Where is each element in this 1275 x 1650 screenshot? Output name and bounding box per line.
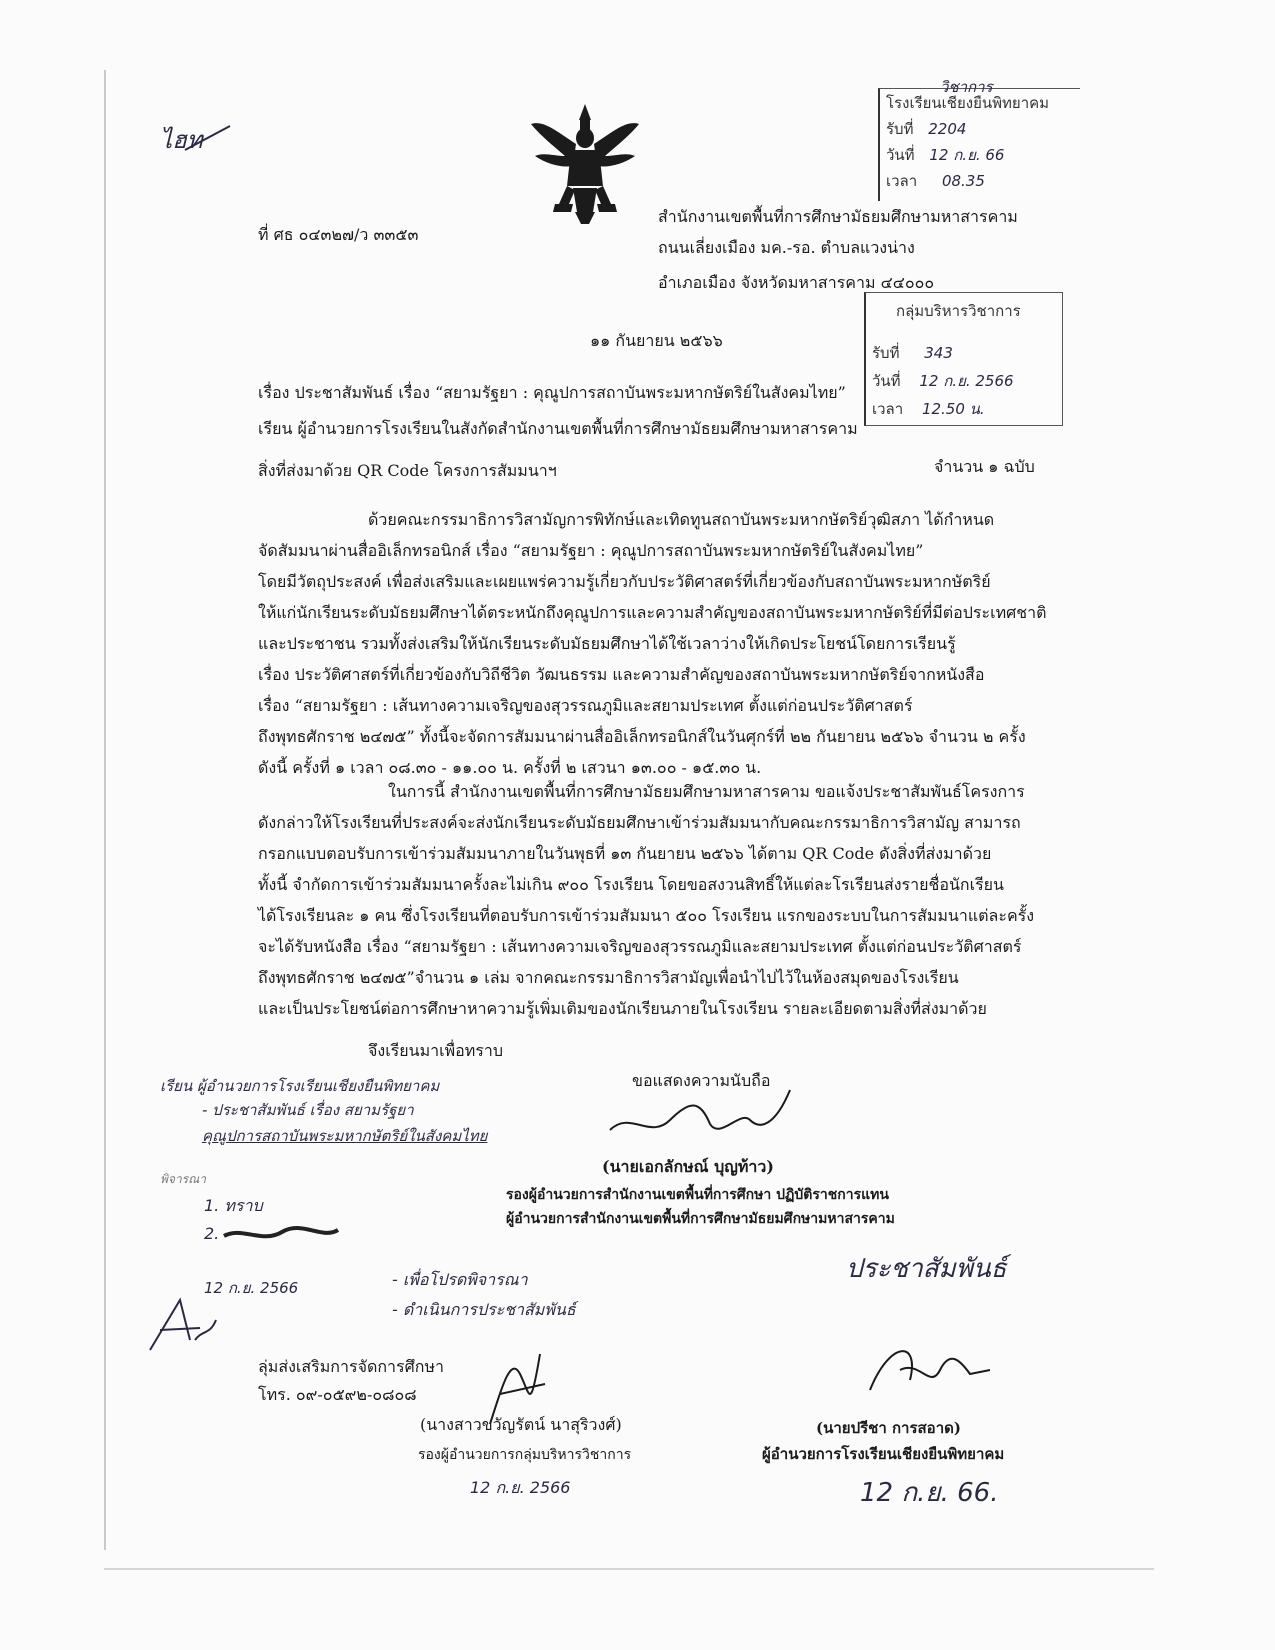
handwritten-action-label: พิจารณา [160, 1172, 206, 1186]
letter-date: ๑๑ กันยายน ๒๕๖๖ [590, 331, 723, 350]
stamp-school-title: โรงเรียนเชียงยืนพิทยาคม [886, 94, 1050, 112]
body-paragraph-2 [258, 776, 1104, 1024]
handwritten-approve: ประชาสัมพันธ์ [846, 1254, 1007, 1284]
paragraph-line: จะได้รับหนังสือ เรื่อง “สยามรัฐยา : เส้นทางความเจริญของสุวรรณภูมิและสยามประเทศ ตั้งแต่ก่อนประวัติศาสตร์ [258, 937, 1022, 956]
paragraph-line: ทั้งนี้ จำกัดการเข้าร่วมสัมมนาครั้งละไม่เกิน ๙๐๐ โรงเรียน โดยขอสงวนสิทธิ์ให้แต่ละโรเรียนส่งรายชื่อนักเรียน [258, 875, 1004, 894]
signer-1-title1: รองผู้อำนวยการสำนักงานเขตพื้นที่การศึกษา ปฏิบัติราชการแทน [506, 1187, 889, 1203]
scan-edge-bottom [104, 1568, 1154, 1570]
handwritten-to-line3: คุณูปการสถาบันพระมหากษัตริย์ในสังคมไทย [202, 1127, 488, 1145]
department-line: ลุ่มส่งเสริมการจัดการศึกษา [258, 1357, 444, 1376]
office-address-line2: ถนนเลี่ยงเมือง มค.-รอ. ตำบลแวงน่าง [658, 238, 915, 257]
scan-edge-left [104, 70, 106, 1550]
signer-1-title2: ผู้อำนวยการสำนักงานเขตพื้นที่การศึกษามัธยมศึกษามหาสารคาม [506, 1211, 895, 1227]
initial-signature-mark [140, 1290, 220, 1360]
paragraph-line: ดังกล่าวให้โรงเรียนที่ประสงค์จะส่งนักเรียนระดับมัธยมศึกษาเข้าร่วมสัมมนากับคณะกรรมาธิการวิสามัญ สามารถ [258, 813, 1021, 832]
signer-2-title: รองผู้อำนวยการกลุ่มบริหารวิชาการ [418, 1447, 632, 1463]
stamp-academic-receive-label: รับที่ [872, 344, 900, 362]
office-address-line3: อำเภอเมือง จังหวัดมหาสารคาม ๔๔๐๐๐ [658, 273, 935, 292]
signer-1-name: (นายเอกลักษณ์ บุญท้าว) [602, 1157, 774, 1176]
paragraph-line: ด้วยคณะกรรมาธิการวิสามัญการพิทักษ์และเทิดทูนสถาบันพระมหากษัตริย์วุฒิสภา ได้กำหนด [368, 510, 995, 529]
handwritten-note2: - ดำเนินการประชาสัมพันธ์ [392, 1300, 576, 1319]
school-receive-stamp [878, 78, 1080, 201]
stamp-academic-date-value: 12 ก.ย. 2566 [919, 372, 1014, 390]
signer-3-name: (นายปรีชา การสอาด) [816, 1419, 961, 1437]
signature-3-mark [860, 1330, 1000, 1410]
handwritten-date1: 12 ก.ย. 2566 [204, 1279, 299, 1297]
signer-2-name: (นางสาวขวัญรัตน์ นาสุริวงศ์) [420, 1415, 622, 1434]
handwritten-action2: 2. [204, 1224, 220, 1243]
enclosure-line: สิ่งที่ส่งมาด้วย QR Code โครงการสัมมนาฯ [258, 461, 557, 480]
paragraph-line: ในการนี้ สำนักงานเขตพื้นที่การศึกษามัธยมศึกษามหาสารคาม ขอแจ้งประชาสัมพันธ์โครงการ [388, 782, 1025, 801]
stamp-academic-receive-value: 343 [924, 344, 953, 362]
paragraph-line: โดยมีวัตถุประสงค์ เพื่อส่งเสริมและเผยแพร่ความรู้เกี่ยวกับประวัติศาสตร์ที่เกี่ยวข้องกับสถาบันพระมหากษัตริย์ [258, 572, 991, 591]
academic-receive-stamp [864, 292, 1063, 426]
garuda-emblem-icon [525, 100, 645, 230]
stamp-academic-time-label: เวลา [872, 400, 904, 418]
phone-line: โทร. ๐๙-๐๕๙๒-๐๘๐๘ [258, 1385, 417, 1404]
stamp-school-date-value: 12 ก.ย. 66 [929, 146, 1005, 164]
stamp-school-receive-label: รับที่ [886, 120, 914, 138]
scribbled-out-mark [222, 1222, 342, 1248]
paragraph-line: และประชาชน รวมทั้งส่งเสริมให้นักเรียนระดับมัธยมศึกษาได้ใช้เวลาว่างให้เกิดประโยชน์โดยการเรียนรู้ [258, 634, 956, 653]
corner-pen-mark [180, 118, 240, 158]
handwritten-action1: 1. ทราบ [204, 1196, 263, 1215]
recipient-line: เรียน ผู้อำนวยการโรงเรียนในสังกัดสำนักงานเขตพื้นที่การศึกษามัธยมศึกษามหาสารคาม [258, 419, 858, 438]
office-address-line1: สำนักงานเขตพื้นที่การศึกษามัธยมศึกษามหาสารคาม [658, 207, 1018, 226]
handwritten-date3: 12 ก.ย. 66. [860, 1478, 999, 1508]
paragraph-line: เรื่อง “สยามรัฐยา : เส้นทางความเจริญของสุวรรณภูมิและสยามประเทศ ตั้งแต่ก่อนประวัติศาสตร์ [258, 696, 913, 715]
regards-line: ขอแสดงความนับถือ [632, 1071, 771, 1090]
stamp-school-time-value: 08.35 [941, 172, 985, 190]
handwritten-to-line1: เรียน ผู้อำนวยการโรงเรียนเชียงยืนพิทยาคม [160, 1077, 440, 1095]
enclosure-count: จำนวน ๑ ฉบับ [934, 457, 1035, 476]
handwritten-note1: - เพื่อโปรดพิจารณา [392, 1270, 528, 1289]
paragraph-line: ถึงพุทธศักราช ๒๔๗๕”จำนวน ๑ เล่ม จากคณะกรรมาธิการวิสามัญเพื่อนำไปไว้ในห้องสมุดของโรงเรียน [258, 968, 959, 987]
paragraph-line: เรื่อง ประวัติศาสตร์ที่เกี่ยวข้องกับวิถีชีวิต วัฒนธรรม และความสำคัญของสถาบันพระมหากษัตริย์จากหนังสือ [258, 665, 985, 684]
stamp-school-handwritten-title: วิชาการ [940, 78, 993, 96]
paragraph-line: กรอกแบบตอบรับการเข้าร่วมสัมมนาภายในวันพุธที่ ๑๓ กันยายน ๒๕๖๖ ได้ตาม QR Code ดังสิ่งที่ส่งมาด้วย [258, 844, 992, 863]
paragraph-line: และเป็นประโยชน์ต่อการศึกษาหาความรู้เพิ่มเติมของนักเรียนภายในโรงเรียน รายละเอียดตามสิ่งที่ส่งมาด้วย [258, 999, 987, 1018]
reference-number: ที่ ศธ ๐๔๓๒๗/ว ๓๓๕๓ [258, 225, 419, 244]
stamp-school-time-label: เวลา [886, 172, 918, 190]
stamp-school-receive-value: 2204 [928, 120, 967, 138]
stamp-school-date-label: วันที่ [886, 146, 915, 164]
paragraph-line: ให้แก่นักเรียนระดับมัธยมศึกษาได้ตระหนักถึงคุณูปการและความสำคัญของสถาบันพระมหากษัตริย์ที่มีต่อประเทศชาติ [258, 603, 1047, 622]
stamp-academic-date-label: วันที่ [872, 372, 901, 390]
handwritten-date2: 12 ก.ย. 2566 [470, 1478, 571, 1497]
body-paragraph-1 [258, 504, 1104, 783]
closing-line: จึงเรียนมาเพื่อทราบ [368, 1041, 503, 1060]
paragraph-line: ได้โรงเรียนละ ๑ คน ซึ่งโรงเรียนที่ตอบรับการเข้าร่วมสัมมนา ๕๐๐ โรงเรียน แรกของระบบในการสัมมนาแต่ละครั้ง [258, 906, 1035, 925]
stamp-academic-title: กลุ่มบริหารวิชาการ [896, 302, 1021, 320]
stamp-academic-time-value: 12.50 น. [921, 400, 985, 418]
paragraph-line: ดังนี้ ครั้งที่ ๑ เวลา ๐๘.๓๐ - ๑๑.๐๐ น. ครั้งที่ ๒ เสวนา ๑๓.๐๐ - ๑๕.๓๐ น. [258, 758, 762, 777]
signature-1-mark [600, 1080, 800, 1150]
corner-note: ไฮท [160, 126, 203, 154]
paragraph-line: ถึงพุทธศักราช ๒๔๗๕” ทั้งนี้จะจัดการสัมมนาผ่านสื่ออิเล็กทรอนิกส์ในวันศุกร์ที่ ๒๒ กันยายน ๒๕๖๖ จำนวน ๒ ครั้ง [258, 727, 1026, 746]
handwritten-to-line2: - ประชาสัมพันธ์ เรื่อง สยามรัฐยา [202, 1101, 414, 1119]
paragraph-line: จัดสัมมนาผ่านสื่ออิเล็กทรอนิกส์ เรื่อง “สยามรัฐยา : คุณูปการสถาบันพระมหากษัตริย์ในสังคมไทย” [258, 541, 924, 560]
subject-line: เรื่อง ประชาสัมพันธ์ เรื่อง “สยามรัฐยา : คุณูปการสถาบันพระมหากษัตริย์ในสังคมไทย” [258, 383, 846, 402]
signer-3-title: ผู้อำนวยการโรงเรียนเชียงยืนพิทยาคม [762, 1445, 1005, 1463]
